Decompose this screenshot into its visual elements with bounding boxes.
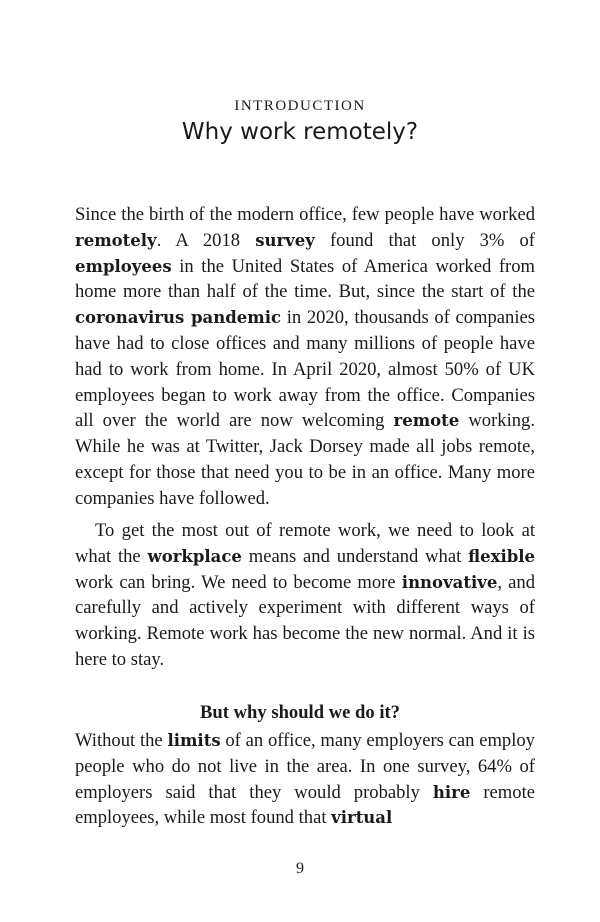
keyword: workplace: [147, 546, 242, 566]
text-run: found that only 3% of: [314, 229, 535, 251]
section-heading: But why should we do it?: [200, 702, 400, 723]
paragraph-3: [75, 728, 535, 831]
text-run: means and understand what: [241, 545, 469, 567]
text-run: in 2020, thousands of companies have had to close offices and many millions of people have had to work from home. In April 2020, almost 50% of UK employees began to work away from the office. Companies all over the world are now welcoming: [75, 307, 535, 432]
keyword: remote: [393, 411, 460, 431]
text-run: working. While he was at Twitter, Jack Dorsey made all jobs remote, except for those that need you to be in an office. Many more companies have followed.: [75, 410, 535, 509]
text-run: Since the birth of the modern office, few people have worked: [75, 204, 535, 225]
text-run: Without the: [75, 730, 168, 751]
page-number: 9: [296, 860, 304, 877]
paragraph-1: [75, 202, 535, 512]
keyword: remotely: [75, 230, 157, 250]
text-run: remote employees, while most found that: [75, 781, 535, 829]
keyword: virtual: [331, 808, 393, 828]
keyword: innovative: [401, 572, 498, 592]
text-run: work can bring. We need to become more: [75, 571, 402, 593]
keyword: survey: [255, 230, 315, 250]
chapter-label: INTRODUCTION: [234, 98, 366, 114]
chapter-title: Why work remotely?: [181, 119, 419, 145]
keyword: hire: [432, 782, 471, 802]
keyword: employees: [75, 256, 172, 276]
keyword: limits: [167, 731, 221, 750]
keyword: flexible: [468, 546, 536, 566]
text-run: in the United States of America worked from home more than half of the time. But, since the start of the: [75, 255, 535, 303]
text-run: To get the most out of remote work, we need to look at what the: [75, 520, 535, 567]
text-run: , and carefully and actively experiment with different ways of working. Remote work has become the new normal. And it is here to stay.: [75, 571, 535, 670]
text-run: . A 2018: [156, 229, 256, 251]
keyword: coronavirus pandemic: [75, 308, 282, 328]
paragraph-2: [75, 518, 535, 673]
text-run: of an office, many employers can employ people who do not live in the area. In one survey, 64% of employers said that they would probably: [75, 730, 535, 803]
